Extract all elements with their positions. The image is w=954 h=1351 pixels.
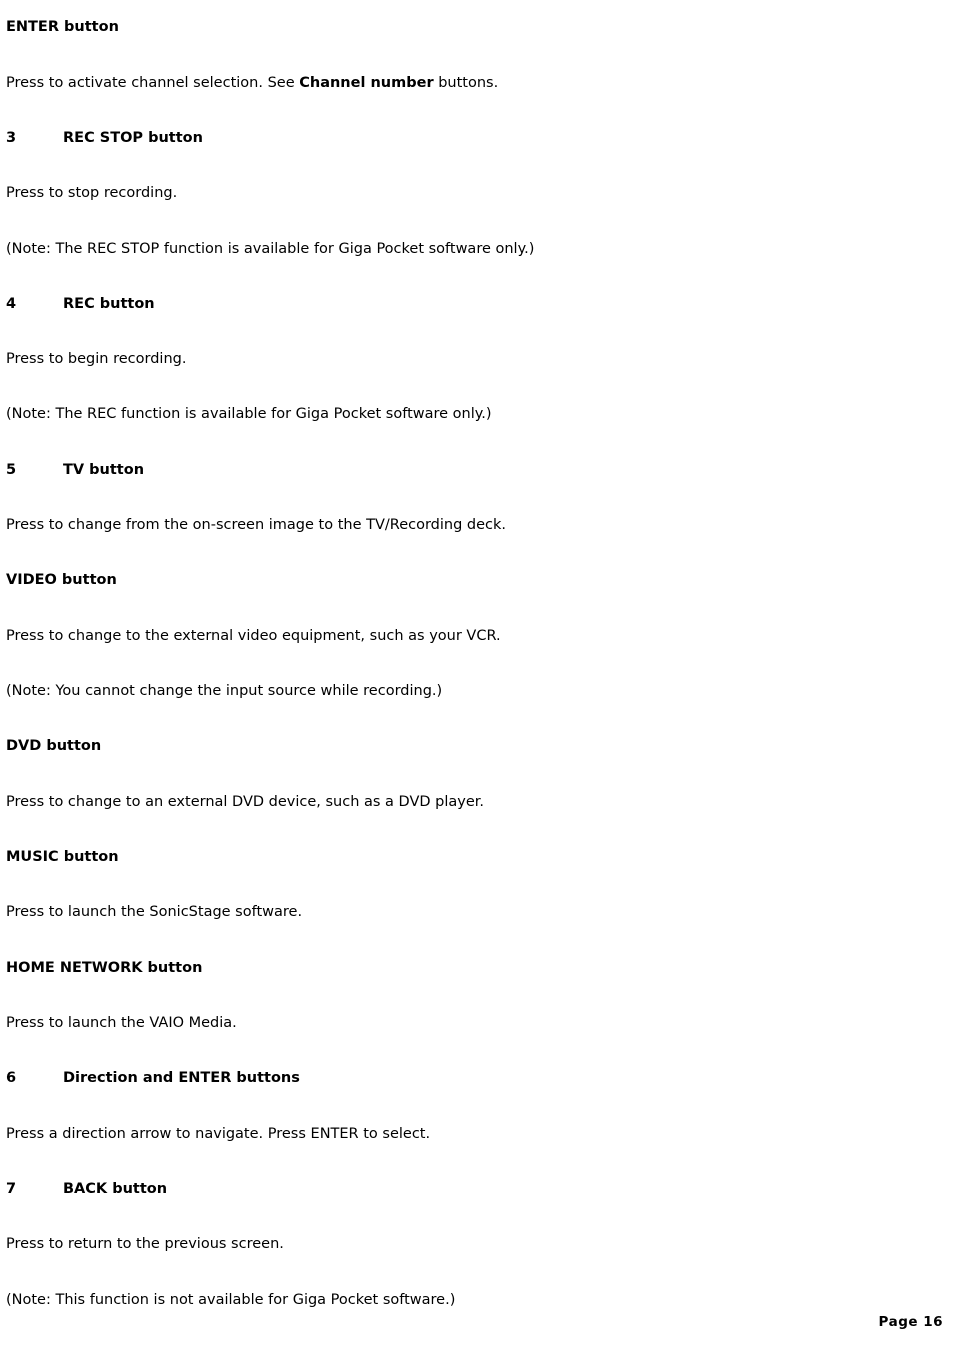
music-heading: MUSIC button — [6, 849, 119, 865]
video-description: Press to change to the external video equipment, such as your VCR. — [6, 628, 501, 644]
back-description: Press to return to the previous screen. — [6, 1236, 284, 1252]
rec-stop-number: 3 — [6, 130, 17, 146]
rec-description: Press to begin recording. — [6, 351, 187, 367]
dvd-description: Press to change to an external DVD device, such as a DVD player. — [6, 794, 485, 810]
back-number: 7 — [6, 1181, 17, 1197]
direction-heading-text: Direction and ENTER buttons — [63, 1070, 300, 1086]
page-number: Page 16 — [878, 1314, 943, 1330]
rec-stop-heading — [6, 129, 203, 147]
tv-description: Press to change from the on-screen image to the TV/Recording deck. — [6, 517, 507, 533]
rec-stop-note: (Note: The REC STOP function is available for Giga Pocket software only.) — [6, 241, 535, 257]
rec-stop-description: Press to stop recording. — [6, 185, 178, 201]
rec-heading — [6, 295, 155, 313]
enter-heading-text: ENTER button — [6, 19, 119, 35]
music-description: Press to launch the SonicStage software. — [6, 904, 303, 920]
enter-desc-pre: Press to activate channel selection. See — [6, 75, 300, 91]
tv-heading — [6, 461, 144, 479]
back-note: (Note: This function is not available for Giga Pocket software.) — [6, 1292, 456, 1308]
home-network-heading: HOME NETWORK button — [6, 960, 203, 976]
video-heading: VIDEO button — [6, 572, 117, 588]
dvd-heading: DVD button — [6, 738, 102, 754]
tv-heading-text: TV button — [63, 462, 145, 478]
enter-desc-post: buttons. — [433, 75, 499, 91]
enter-description — [6, 74, 498, 92]
video-note: (Note: You cannot change the input source while recording.) — [6, 683, 443, 699]
rec-note: (Note: The REC function is available for Giga Pocket software only.) — [6, 406, 492, 422]
tv-number: 5 — [6, 462, 17, 478]
enter-heading — [6, 18, 119, 36]
direction-heading — [6, 1069, 300, 1087]
home-network-description: Press to launch the VAIO Media. — [6, 1015, 237, 1031]
rec-heading-text: REC button — [63, 296, 155, 312]
rec-stop-heading-text: REC STOP button — [63, 130, 203, 146]
rec-number: 4 — [6, 296, 17, 312]
back-heading-text: BACK button — [63, 1181, 168, 1197]
back-heading — [6, 1180, 167, 1198]
direction-number: 6 — [6, 1070, 17, 1086]
direction-description: Press a direction arrow to navigate. Press ENTER to select. — [6, 1126, 431, 1142]
enter-desc-bold: Channel number — [299, 75, 434, 91]
